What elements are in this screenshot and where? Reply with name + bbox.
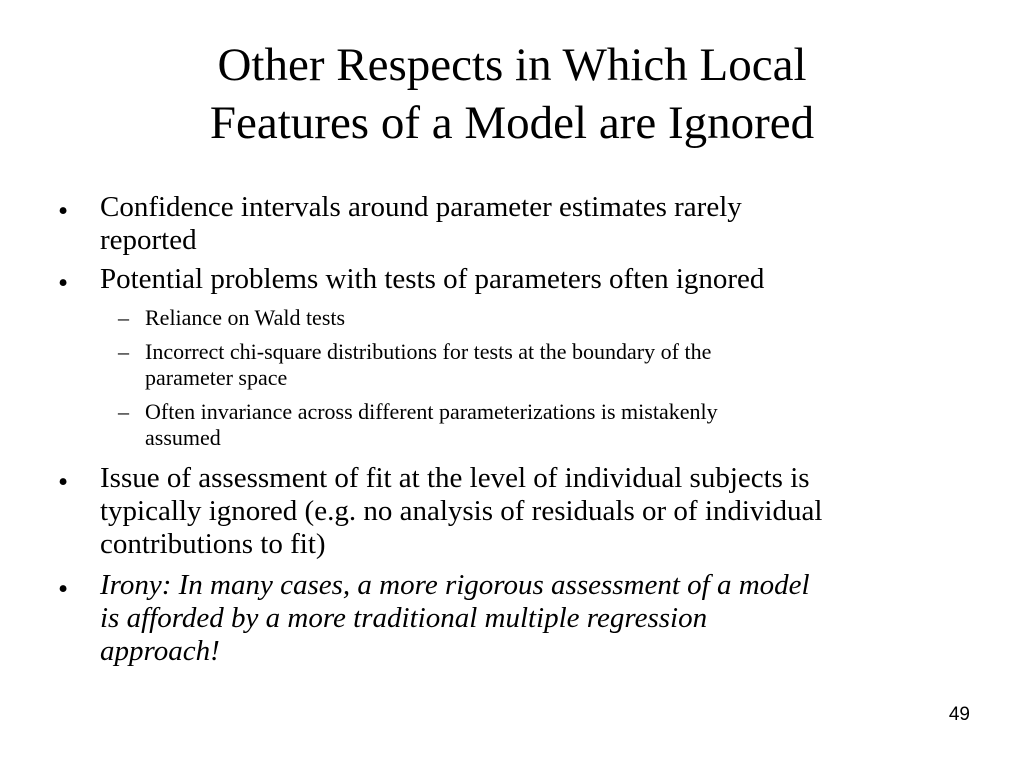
bullet-text-irony — [100, 569, 810, 668]
bullet-text-line: typically ignored (e.g. no analysis of residuals or of individual — [100, 495, 823, 527]
subbullet-text-line: assumed — [145, 425, 221, 450]
bullet-marker: • — [58, 466, 69, 498]
bullet-text-line: Irony: In many cases, a more rigorous assessment of a model — [100, 569, 810, 601]
bullet-text-line: is afforded by a more traditional multiple regression — [100, 602, 708, 634]
bullet-text-potential-problems — [100, 263, 764, 296]
slide-title-line-1: Other Respects in Which Local — [217, 39, 807, 91]
bullet-marker: • — [58, 195, 69, 227]
bullet-marker: • — [58, 573, 69, 605]
bullet-text-line: Potential problems with tests of parameters often ignored — [100, 263, 765, 295]
bullet-text-assessment-of-fit — [100, 462, 822, 561]
dash-marker: – — [118, 399, 129, 424]
bullet-text-line: Issue of assessment of fit at the level of individual subjects is — [100, 462, 810, 494]
subbullet-text-line: Reliance on Wald tests — [145, 305, 346, 330]
subbullet-text-chi-square — [145, 339, 711, 391]
subbullet-text-wald-tests — [145, 305, 345, 331]
subbullet-text-invariance — [145, 399, 718, 451]
dash-marker: – — [118, 339, 129, 364]
page-number: 49 — [948, 704, 970, 725]
bullet-text-line: Confidence intervals around parameter estimates rarely — [100, 191, 742, 223]
subbullet-text-line: parameter space — [145, 365, 288, 390]
bullet-text-line: reported — [100, 224, 197, 256]
slide-title-line-2: Features of a Model are Ignored — [209, 97, 815, 149]
bullet-text-line: approach! — [100, 635, 220, 667]
bullet-text-confidence-intervals — [100, 191, 742, 257]
bullet-marker: • — [58, 267, 69, 299]
bullet-text-line: contributions to fit) — [100, 528, 326, 560]
subbullet-text-line: Often invariance across different parameterizations is mistakenly — [145, 399, 718, 424]
subbullet-text-line: Incorrect chi-square distributions for tests at the boundary of the — [145, 339, 712, 364]
dash-marker: – — [118, 305, 129, 330]
